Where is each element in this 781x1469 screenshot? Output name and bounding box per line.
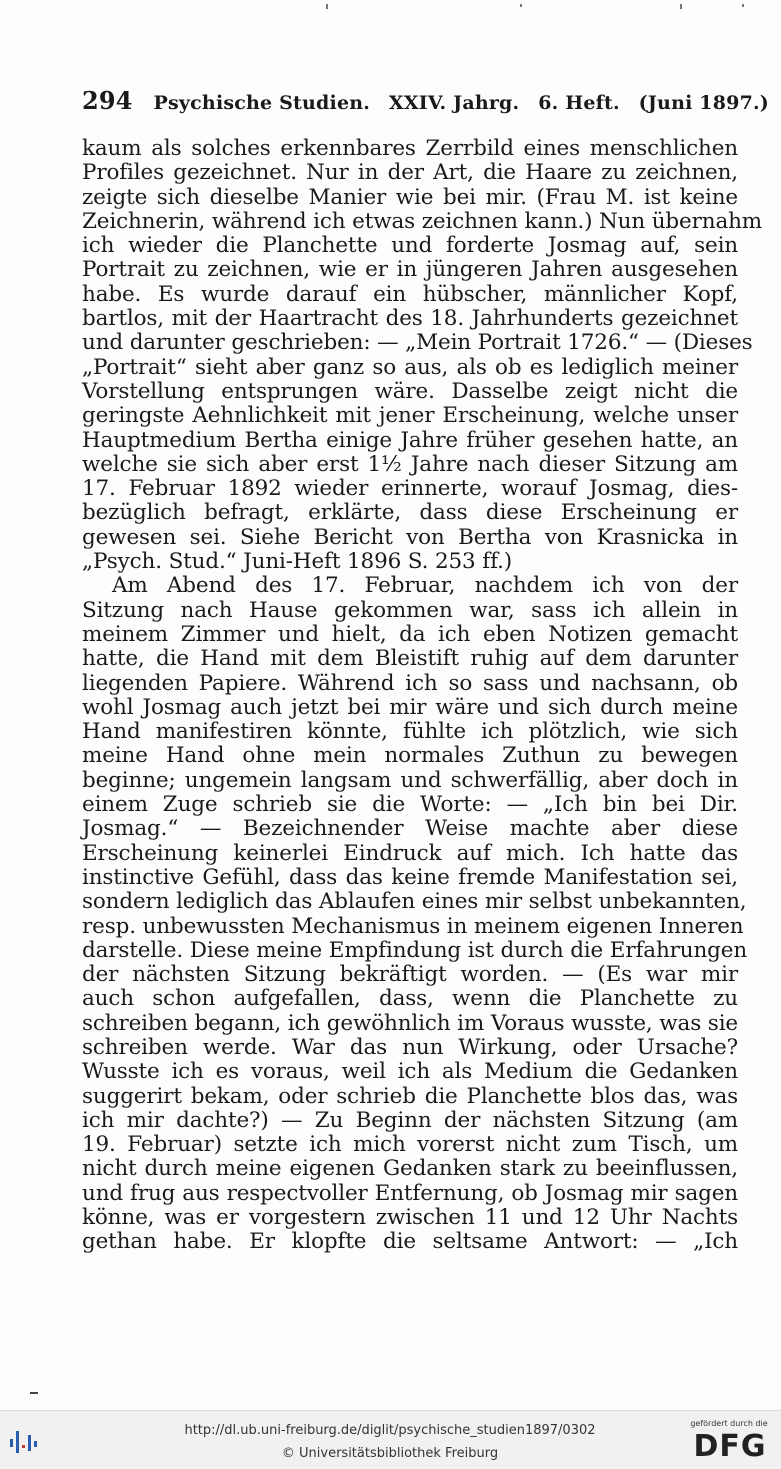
text-line: welche sie sich aber erst 1½ Jahre nach dieser Sitzung am [82, 451, 738, 477]
text-line: meine Hand ohne mein normales Zuthun zu bewegen [82, 743, 738, 769]
text-line: darstelle. Diese meine Empfindung ist durch die Erfahrungen [82, 937, 748, 963]
text-line: nicht durch meine eigenen Gedanken stark zu beeinflussen, [82, 1156, 738, 1182]
text-line: Hauptmedium Bertha einige Jahre früher gesehen hatte, an [82, 427, 738, 453]
journal-title: Psychische Studien. [153, 92, 371, 114]
text-line: Zeichnerin, während ich etwas zeichnen kann.) Nun übernahm [82, 208, 763, 234]
text-line: Hand manifestiren könnte, fühlte ich plötzlich, wie sich [82, 719, 738, 745]
text-line: wohl Josmag auch jetzt bei mir wäre und sich durch meine [82, 694, 738, 720]
text-line: Profiles gezeichnet. Nur in der Art, die Haare zu zeichnen, [82, 160, 738, 186]
text-line: schreiben begann, ich gewöhnlich im Voraus wusste, was sie [82, 1010, 738, 1036]
page-number: 294 [82, 86, 133, 115]
scan-specks [0, 0, 781, 20]
text-line: „Portrait“ sieht aber ganz so aus, als ob es lediglich meiner [82, 354, 738, 380]
text-line: auch schon aufgefallen, dass, wenn die Planchette zu [82, 986, 738, 1012]
text-line: ich wieder die Planchette und forderte Josmag auf, sein [82, 233, 738, 259]
text-line: einem Zuge schrieb sie die Worte: — „Ich bin bei Dir. [82, 792, 738, 818]
sponsor-note: gefördert durch die [690, 1419, 768, 1428]
text-line: resp. unbewussten Mechanismus in meinem eigenen Inneren [82, 913, 744, 939]
issue-date: (Juni 1897.) [638, 92, 769, 114]
text-line: könne, was er vorgestern zwischen 11 und 12 Uhr Nachts [82, 1205, 738, 1231]
library-logo-icon [8, 1425, 50, 1459]
text-line: 19. Februar) setzte ich mich vorerst nicht zum Tisch, um [82, 1132, 738, 1158]
text-line: bezüglich befragt, erklärte, dass diese Erscheinung er [82, 500, 738, 526]
scan-speck [680, 4, 682, 9]
issue-label: 6. Heft. [538, 92, 620, 114]
text-line: Vorstellung entsprungen wäre. Dasselbe zeigt nicht die [82, 378, 738, 404]
text-line: Sitzung nach Hause gekommen war, sass ich allein in [82, 597, 738, 623]
text-line: hatte, die Hand mit dem Bleistift ruhig auf dem darunter [82, 646, 738, 672]
text-line: sondern lediglich das Ablaufen eines mir selbst unbekannten, [82, 889, 747, 915]
text-line: liegenden Papiere. Während ich so sass und nachsann, ob [82, 670, 738, 696]
text-line: habe. Es wurde darauf ein hübscher, männlicher Kopf, [82, 281, 738, 307]
text-line: Josmag.“ — Bezeichnender Weise machte aber diese [82, 816, 738, 842]
text-line: Wusste ich es voraus, weil ich als Medium die Gedanken [82, 1059, 738, 1085]
text-line: und darunter geschrieben: — „Mein Portrait 1726.“ — (Dieses [82, 330, 753, 356]
text-line: schreiben werde. War das nun Wirkung, oder Ursache? [82, 1034, 738, 1060]
text-line: Portrait zu zeichnen, wie er in jüngeren Jahren ausgesehen [82, 257, 738, 283]
text-line: bartlos, mit der Haartracht des 18. Jahrhunderts gezeichnet [82, 306, 738, 332]
text-line: beginne; ungemein langsam und schwerfällig, aber doch in [82, 767, 738, 793]
volume-label: XXIV. Jahrg. [388, 92, 520, 114]
text-line: gewesen sei. Siehe Bericht von Bertha von Krasnicka in [82, 524, 738, 550]
text-line: „Psych. Stud.“ Juni-Heft 1896 S. 253 ff.) [82, 549, 513, 575]
viewer-footer [0, 1410, 781, 1469]
text-line: geringste Aehnlichkeit mit jener Erscheinung, welche unser [82, 403, 738, 429]
text-line: 17. Februar 1892 wieder erinnerte, worauf Josmag, dies- [82, 476, 738, 502]
scan-speck [520, 4, 522, 7]
text-line: gethan habe. Er klopfte die seltsame Antwort: — „Ich [82, 1229, 738, 1255]
text-line: und frug aus respectvoller Entfernung, ob Josmag mir sagen [82, 1180, 738, 1206]
scan-speck [326, 4, 328, 9]
text-line: Am Abend des 17. Februar, nachdem ich von der [112, 573, 738, 599]
text-line: zeigte sich dieselbe Manier wie bei mir. (Frau M. ist keine [82, 184, 738, 210]
copyright-text: © Universitätsbibliothek Freiburg [281, 1446, 499, 1461]
scan-speck [742, 4, 744, 7]
text-line: suggerirt bekam, oder schrieb die Planchette blos das, was [82, 1083, 738, 1109]
running-header [82, 86, 769, 115]
body-text [82, 136, 763, 1255]
text-line: meinem Zimmer und hielt, da ich eben Notizen gemacht [82, 621, 738, 647]
text-line: instinctive Gefühl, dass das keine fremde Manifestation sei, [82, 864, 738, 890]
text-line: kaum als solches erkennbares Zerrbild eines menschlichen [82, 136, 738, 161]
text-line: der nächsten Sitzung bekräftigt worden. — (Es war mir [82, 962, 738, 988]
text-line: ich mir dachte?) — Zu Beginn der nächsten Sitzung (am [82, 1107, 738, 1133]
source-url-link[interactable]: http://dl.ub.uni-freiburg.de/diglit/psychische_studien1897/0302 [184, 1423, 596, 1438]
text-line: Erscheinung keinerlei Eindruck auf mich. Ich hatte das [82, 840, 738, 866]
scan-mark [30, 1392, 38, 1394]
dfg-logo: DFG [693, 1429, 767, 1464]
